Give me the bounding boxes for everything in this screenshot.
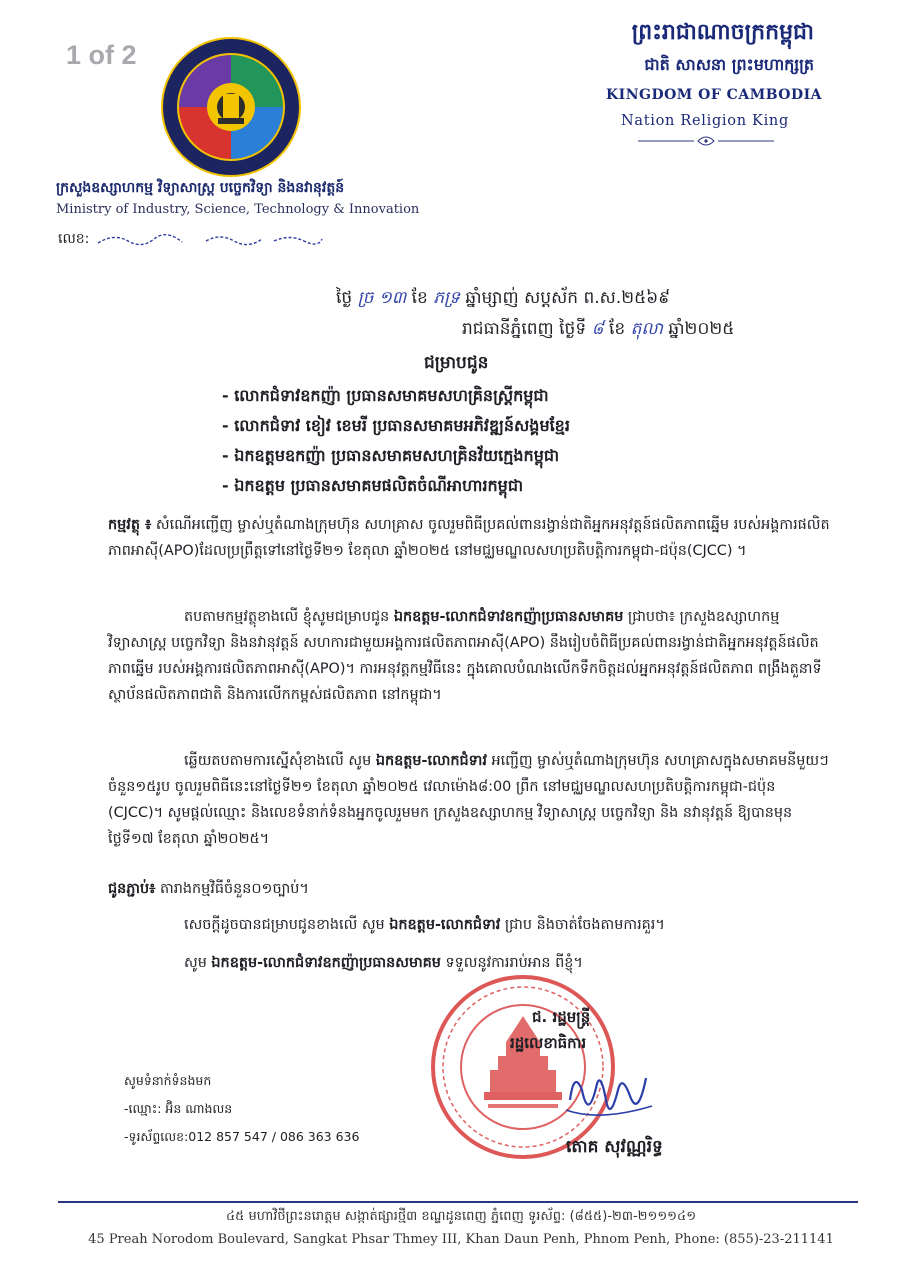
recipient-item: - លោកជំទាវឧកញ៉ា ប្រធានសមាគមសហគ្រិនស្ត្រីកម្ពុជា xyxy=(222,386,549,405)
ministry-name-english: Ministry of Industry, Science, Technology & Innovation xyxy=(56,202,420,217)
reference-number xyxy=(58,229,324,250)
addressee-bold: ឯកឧត្តម-លោកជំទាវ xyxy=(375,753,487,769)
addressee-bold: ឯកឧត្តម-លោកជំទាវឧកញ៉ាប្រធានសមាគម xyxy=(211,955,441,971)
handwritten-month: ភទ្រ xyxy=(433,288,460,308)
ornament-divider-icon xyxy=(638,133,774,149)
footer-divider xyxy=(58,1201,858,1203)
body-paragraph-2: ឆ្លើយតបតាមការស្នើសុំខាងលើ សូម ឯកឧត្តម-លោកជំទាវ អញ្ជើញ ម្ចាស់ឬតំណាងក្រុមហ៊ុន សហគ្រាសក្នុងសមាគមនីមួយៗចំនួន១៥រូប ចូលរួមពិធីនេះនៅថ្ងៃទី២១ ខែតុលា ឆ្នាំ២០២៥ វេលាម៉ោង៨:00 ព្រឹក នៅមជ្ឈមណ្ឌលសហប្រតិបត្តិការកម្ពុជា-ជប៉ុន (CJCC)។ សូមផ្តល់ឈ្មោះ និងលេខទំនាក់ទំនងអ្នកចូលរួមមក ក្រសួងឧស្សាហកម្ម វិទ្យាសាស្ត្រ បច្ចេកវិទ្យា និង នវានុវត្តន៍ ឱ្យបានមុនថ្ងៃទី១៧ ខែតុលា ឆ្នាំ២០២៥។ xyxy=(108,753,829,847)
body-paragraph-1: តបតាមកម្មវត្ថុខាងលើ ខ្ញុំសូមជម្រាបជូន ឯកឧត្តម-លោកជំទាវឧកញ៉ាប្រធានសមាគម ជ្រាបថា៖ ក្រសួងឧស្សាហកម្ម វិទ្យាសាស្ត្រ បច្ចេកវិទ្យា និងនវានុវត្តន៍ សហការជាមួយអង្គការផលិតភាពអាស៊ី(APO) នឹងរៀបចំពិធីប្រគល់ពានរង្វាន់ជាតិអ្នកអនុវត្តន៍ផលិតភាពឆ្នើម របស់អង្គការផលិតភាពអាស៊ី(APO)។ ការអនុវត្តកម្មវិធីនេះ ក្នុងគោលបំណងលើកទឹកចិត្តដល់អ្នកអនុវត្តន៍ផលិតភាព ពង្រឹងតួនាទីស្ថាប័នផលិតភាពជាតិ និងការលើកកម្ពស់ផលិតភាព នៅកម្ពុជា។ xyxy=(108,609,822,703)
date-lunar: ថ្ងៃ ច្រ ១៣ ខែ ភទ្រ ឆ្នាំម្សាញ់ សប្តស័ក ព.ស.២៥៦៩ xyxy=(336,288,671,308)
recipient-item: - ឯកឧត្តម ប្រធានសមាគមផលិតចំណីអាហារកម្ពុជា xyxy=(222,476,524,495)
subject-text: សំណើអញ្ជើញ ម្ចាស់ឬតំណាងក្រុមហ៊ុន សហគ្រាស ចូលរួមពិធីប្រគល់ពានរង្វាន់ជាតិអ្នកអនុវត្តន៍ផលិតភាពឆ្នើម របស់អង្គការផលិតភាពអាស៊ី(APO)ដែលប្រព្រឹត្តទៅនៅថ្ងៃទី២១ ខែតុលា ឆ្នាំ២០២៥ នៅមជ្ឈមណ្ឌលសហប្រតិបត្តិការកម្ពុជា-ជប៉ុន(CJCC) ។ xyxy=(108,517,830,559)
signatory-name: តោគ សុវណ្ណរិទ្ធ xyxy=(566,1137,663,1157)
recipient-item: - លោកជំទាវ ខៀវ ខេមរី ប្រធានសមាគមអភិវឌ្ឍន៍សង្គមខ្មែរ xyxy=(222,416,570,435)
date-solar: រាជធានីភ្នំពេញ ថ្ងៃទី ៨ ខែ តុលា ឆ្នាំ២០២៥ xyxy=(462,319,735,339)
attachment-line xyxy=(108,876,830,902)
addressee-bold: ឯកឧត្តម-លោកជំទាវ xyxy=(389,917,501,933)
signatory-position: រដ្ឋលេខាធិការ xyxy=(510,1034,587,1052)
national-motto-english: Nation Religion King xyxy=(621,113,789,129)
handwritten-signature-icon xyxy=(560,1060,660,1130)
contact-name: -ឈ្មោះ: អ៊ិន ណាងលន xyxy=(124,1101,233,1116)
national-motto-khmer: ជាតិ សាសនា ព្រះមហាក្សត្រ xyxy=(644,55,814,74)
handwritten-day: ច្រ ១៣ xyxy=(357,288,407,308)
subject-label: កម្មវត្ថុ ៖ xyxy=(108,517,152,533)
recipients-title: ជម្រាបជូន xyxy=(424,353,489,373)
footer-address-english: 45 Preah Norodom Boulevard, Sangkat Phsar Thmey III, Khan Daun Penh, Phnom Penh, Phone: (855)-23-211141 xyxy=(88,1232,834,1247)
attachment-label: ជូនភ្ជាប់៖ xyxy=(108,881,156,897)
subject-paragraph xyxy=(108,512,830,564)
addressee-bold: ឯកឧត្តម-លោកជំទាវឧកញ៉ាប្រធានសមាគម xyxy=(393,609,624,625)
signatory-title: ជ. រដ្ឋមន្ត្រី xyxy=(532,1008,591,1026)
reference-label: លេខ: xyxy=(58,231,90,247)
body-paragraph-3: សេចក្តីដូចបានជម្រាបជូនខាងលើ សូម ឯកឧត្តម-លោកជំទាវ ជ្រាប និងចាត់ចែងតាមការគួរ។ xyxy=(184,917,665,933)
kingdom-name-khmer: ព្រះរាជាណាចក្រកម្ពុជា xyxy=(631,20,814,45)
contact-phone: -ទូរស័ព្ទលេខ:012 857 547 / 086 363 636 xyxy=(124,1129,360,1144)
kingdom-name-english: KINGDOM OF CAMBODIA xyxy=(606,87,823,103)
footer-address-khmer: ៤៥ មហាវិថីព្រះនរោត្តម សង្កាត់ផ្សារថ្មី៣ ខណ្ឌដូនពេញ ភ្នំពេញ ទូរស័ព្ទ: (៨៥៥)-២៣-២១១១៤១ xyxy=(225,1209,697,1224)
handwritten-date-day: ៨ xyxy=(591,319,604,339)
attachment-text: តារាងកម្មវិធីចំនួន០១ច្បាប់។ xyxy=(160,881,309,897)
page-indicator: 1 of 2 xyxy=(66,40,137,70)
contact-title: សូមទំនាក់ទំនងមក xyxy=(124,1073,212,1088)
closing-paragraph: សូម ឯកឧត្តម-លោកជំទាវឧកញ៉ាប្រធានសមាគម ទទួលនូវការរាប់អាន ពីខ្ញុំ។ xyxy=(184,955,583,971)
ministry-name-khmer: ក្រសួងឧស្សាហកម្ម វិទ្យាសាស្ត្រ បច្ចេកវិទ្យា និងនវានុវត្តន៍ xyxy=(56,180,345,196)
ministry-logo-icon xyxy=(160,36,302,178)
handwritten-date-month: តុលា xyxy=(630,319,663,339)
handwritten-reference-icon xyxy=(94,231,324,247)
recipient-item: - ឯកឧត្តមឧកញ៉ា ប្រធានសមាគមសហគ្រិនវ័យក្មេងកម្ពុជា xyxy=(222,446,560,465)
